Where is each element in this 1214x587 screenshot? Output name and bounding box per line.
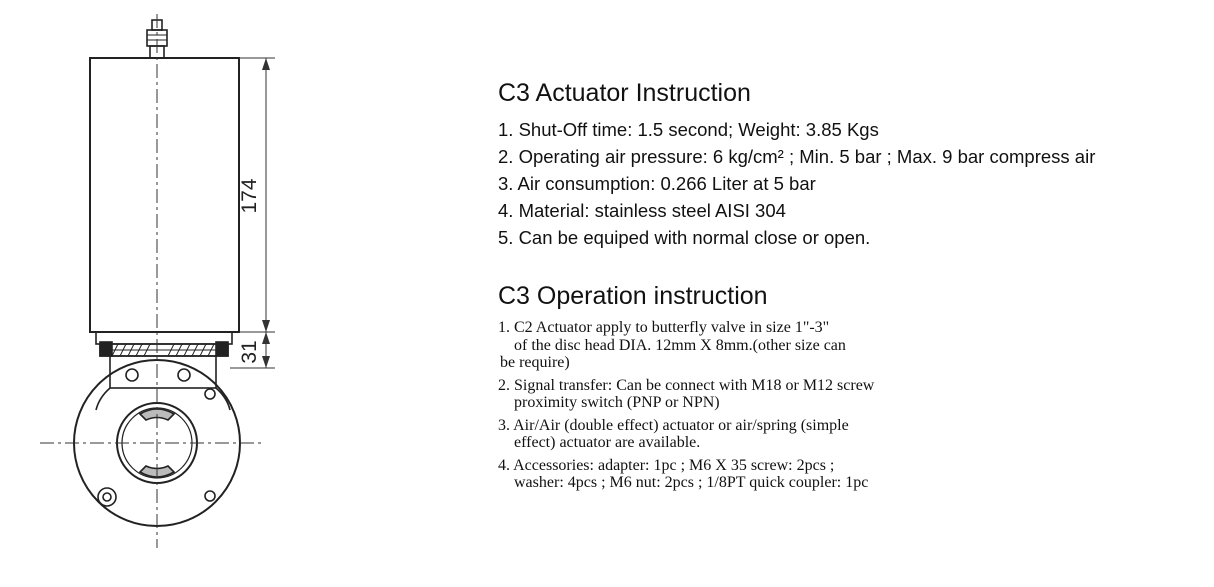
operation-item-line: be require) — [500, 354, 570, 371]
operation-item — [498, 319, 874, 372]
valve-neck — [96, 356, 230, 410]
operation-item — [498, 457, 874, 492]
operation-item-line: 1. C2 Actuator apply to butterfly valve in size 1"-3" — [498, 319, 830, 336]
actuator-item: 4. Material: stainless steel AISI 304 — [498, 200, 786, 221]
operation-item — [498, 417, 874, 452]
actuator-item: 1. Shut-Off time: 1.5 second; Weight: 3.85 Kgs — [498, 119, 879, 140]
actuator-item: 5. Can be equiped with normal close or open. — [498, 227, 871, 248]
operation-item-line: 4. Accessories: adapter: 1pc ; M6 X 35 screw: 2pcs ; — [498, 456, 835, 474]
actuator-technical-drawing — [0, 0, 470, 587]
dimension-31-label: 31 — [238, 340, 261, 364]
operation-item-line: effect) actuator are available. — [514, 434, 701, 451]
actuator-instruction-list — [498, 116, 1095, 251]
operation-item-line: washer: 4pcs ; M6 nut: 2pcs ; 1/8PT quick coupler: 1pc — [514, 474, 869, 491]
operation-instruction-list — [498, 319, 874, 492]
operation-item-line: of the disc head DIA. 12mm X 8mm.(other size can — [514, 336, 846, 354]
actuator-cylinder — [90, 58, 239, 332]
operation-item-line: proximity switch (PNP or NPN) — [514, 394, 720, 411]
operation-item-line: 2. Signal transfer: Can be connect with M18 or M12 screw — [498, 376, 875, 394]
actuator-item: 3. Air consumption: 0.266 Liter at 5 bar — [498, 173, 816, 194]
dimension-174-label: 174 — [238, 178, 261, 214]
operation-instruction-section — [498, 281, 874, 497]
operation-instruction-title: C3 Operation instruction — [498, 282, 768, 310]
actuator-item: 2. Operating air pressure: 6 kg/cm² ; Min. 5 bar ; Max. 9 bar compress air — [498, 146, 1096, 167]
actuator-base — [96, 332, 232, 356]
operation-item — [498, 377, 874, 412]
actuator-instruction-title: C3 Actuator Instruction — [498, 79, 751, 107]
operation-item-line: 3. Air/Air (double effect) actuator or air/spring (simple — [498, 416, 849, 434]
actuator-instruction-section — [498, 78, 1095, 251]
